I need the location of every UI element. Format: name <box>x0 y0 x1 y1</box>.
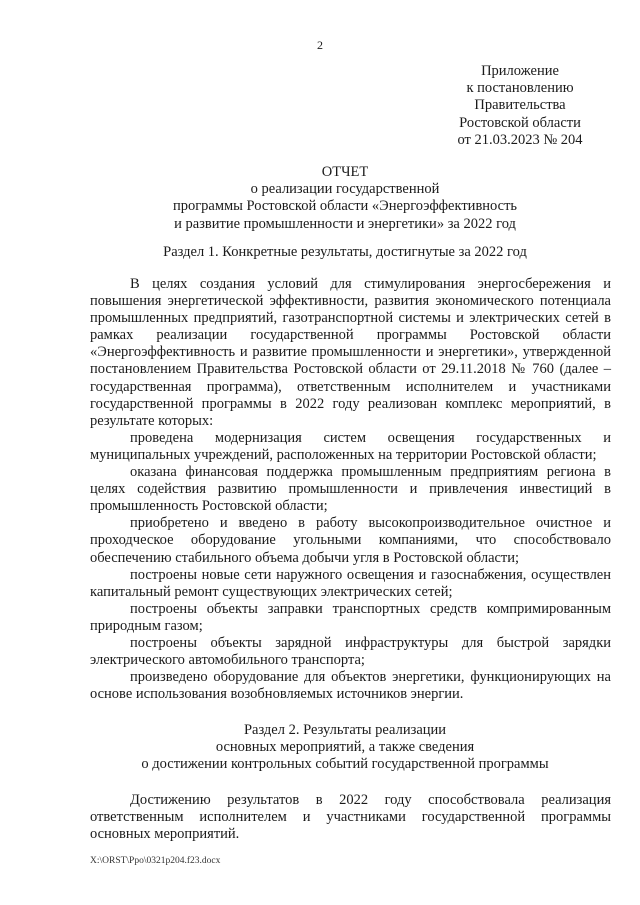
approval-line: Приложение <box>481 63 559 79</box>
file-path-footer: X:\ORST\Ppo\0321p204.f23.docx <box>90 856 221 866</box>
title-line: ОТЧЕТ <box>321 164 369 180</box>
report-title <box>80 164 610 233</box>
paragraph: В целях создания условий для стимулирования энергосбережения и повышения энергетической эффективности, развития экономического потенциала промышленных предприятий, газотранспортной системы и электрических сетей в рамках реализации государственной программы Ростовской области «Энергоэффективность и развитие промышленности и энергетики», утвержденной постановлением Правительства Ростовской области от 29.11.2018 № 760 (далее – государственная программа), ответственным исполнителем и участниками государственной программы в 2022 году реализован комплекс мероприятий, в результате которых: <box>90 276 611 429</box>
paragraph: построены новые сети наружного освещения и газоснабжения, осуществлен капитальный ремонт существующих электрических сетей; <box>90 566 611 600</box>
paragraph: произведено оборудование для объектов энергетики, функционирующих на основе использования возобновляемых источников энергии. <box>90 669 611 703</box>
paragraph: Достижению результатов в 2022 году способствовала реализация ответственным исполнителем и участниками государственной программы основных мероприятий. <box>90 792 611 843</box>
section1-body <box>90 276 611 703</box>
paragraph: приобретено и введено в работу высокопроизводительное очистное и проходческое оборудование угольными компаниями, что способствовало обеспечению стабильного объема добычи угля в Ростовской области; <box>90 515 611 566</box>
title-line: программы Ростовской области «Энергоэффективность <box>172 198 518 215</box>
heading-line: основных мероприятий, а также сведения <box>215 739 475 756</box>
approval-line: Ростовской области <box>459 114 581 131</box>
paragraph: построены объекты зарядной инфраструктуры для быстрой зарядки электрического автомобильного транспорта; <box>90 634 611 669</box>
approval-line: к постановлению <box>466 80 574 97</box>
page-number: 2 <box>317 38 323 52</box>
approval-line: Правительства <box>474 97 566 114</box>
approval-line: от 21.03.2023 № 204 <box>457 131 583 148</box>
heading-line: о достижении контрольных событий государственной программы <box>141 756 549 773</box>
paragraph: оказана финансовая поддержка промышленным предприятиям региона в целях содействия развитию промышленности и привлечения инвестиций в промышленность Ростовской области; <box>90 464 611 515</box>
paragraph: проведена модернизация систем освещения государственных и муниципальных учреждений, расположенных на территории Ростовской области; <box>90 429 611 463</box>
section2-heading <box>80 722 610 774</box>
title-line: и развитие промышленности и энергетики» за 2022 год <box>174 215 516 232</box>
approval-stamp <box>440 63 600 149</box>
title-line: о реализации государственной <box>250 181 440 198</box>
section1-heading: Раздел 1. Конкретные результаты, достигнутые за 2022 год <box>163 244 527 260</box>
section2-body <box>90 792 611 843</box>
heading-line: Раздел 2. Результаты реализации <box>243 722 447 738</box>
paragraph: построены объекты заправки транспортных средств компримированным природным газом; <box>90 600 611 634</box>
